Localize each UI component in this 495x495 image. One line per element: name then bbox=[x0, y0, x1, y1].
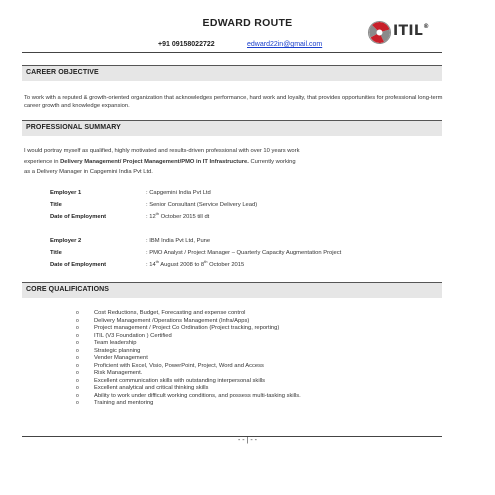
section-header-core-qualifications: CORE QUALIFICATIONS bbox=[22, 282, 442, 298]
qualification-text: Risk Management. bbox=[94, 370, 143, 376]
qualification-item bbox=[76, 355, 301, 363]
qualification-text: Cost Reductions, Budget, Forecasting and expense control bbox=[94, 310, 246, 316]
qualification-text: Project management / Project Co Ordination (Project tracking, reporting) bbox=[94, 325, 280, 331]
bullet-icon: o bbox=[76, 310, 79, 316]
bullet-icon: o bbox=[76, 317, 79, 324]
bullet-icon: o bbox=[76, 370, 79, 376]
email-link[interactable]: edward22in@gmail.com bbox=[247, 41, 323, 48]
candidate-name: EDWARD ROUTE bbox=[202, 17, 293, 29]
qualification-item bbox=[76, 385, 301, 393]
professional-summary-text bbox=[24, 146, 446, 178]
bullet-icon: o bbox=[76, 325, 79, 331]
header-divider bbox=[22, 52, 442, 53]
qualification-text: Vender Management bbox=[94, 355, 148, 361]
qualification-item bbox=[76, 378, 301, 386]
summary-line: as a Delivery Manager in Capgemini India Pvt Ltd. bbox=[24, 169, 153, 175]
qualification-item bbox=[76, 400, 301, 408]
qualification-item bbox=[76, 393, 301, 401]
itil-logo bbox=[366, 20, 440, 44]
qualification-item bbox=[76, 363, 301, 371]
bullet-icon: o bbox=[76, 362, 79, 369]
itil-logo-icon bbox=[368, 21, 391, 44]
qualifications-list bbox=[76, 310, 301, 408]
summary-line: I would portray myself as qualified, highly motivated and results-driven professional with over 10 years work bbox=[24, 148, 300, 154]
qualification-text: ITIL (V3 Foundation ) Certified bbox=[94, 332, 172, 339]
bullet-icon: o bbox=[76, 400, 79, 406]
title-value: : Senior Consultant (Service Delivery Lead) bbox=[146, 202, 258, 208]
employer-value: : Capgemini India Pvt Ltd bbox=[146, 190, 211, 196]
career-objective-text: To work with a reputed & growth-oriented organization that acknowledges performance, hard work and loyalty, that provides opportunities for professional long-term career growth and knowledge expansion. bbox=[24, 95, 443, 110]
phone-number: +91 09158022722 bbox=[158, 41, 215, 48]
title-value: : PMO Analyst / Project Manager – Quarterly Capacity Augmentation Project bbox=[146, 250, 342, 256]
qualification-text: Strategic planning bbox=[94, 347, 141, 354]
qualification-item bbox=[76, 333, 301, 341]
title-label: Title bbox=[50, 202, 62, 208]
qualification-text: Excellent communication skills with outstanding interpersonal skills bbox=[94, 377, 266, 384]
section-header-career-objective: CAREER OBJECTIVE bbox=[22, 65, 442, 81]
employer-label: Employer 1 bbox=[50, 190, 82, 196]
title-label: Title bbox=[50, 250, 62, 256]
qualification-text: Proficient with Excel, Visio, PowerPoint, Project, Word and Access bbox=[94, 362, 264, 369]
date-label: Date of Employment bbox=[50, 262, 107, 268]
bullet-icon: o bbox=[76, 332, 79, 339]
date-value: : 14th August 2008 to 8th October 2015 bbox=[146, 259, 245, 268]
itil-logo-text: ITIL® bbox=[393, 23, 430, 39]
employer-label: Employer 2 bbox=[50, 238, 82, 244]
bullet-icon: o bbox=[76, 340, 79, 346]
qualification-text: Excellent analytical and critical thinking skills bbox=[94, 385, 209, 391]
qualification-item bbox=[76, 370, 301, 378]
qualification-item bbox=[76, 310, 301, 318]
bullet-icon: o bbox=[76, 347, 79, 354]
date-value: : 12th October 2015 till dt bbox=[146, 211, 210, 220]
qualification-item bbox=[76, 325, 301, 333]
qualification-text: Delivery Management /Operations Management (Infra/Apps) bbox=[94, 317, 250, 324]
qualification-text: Team leadership bbox=[94, 340, 137, 346]
summary-line: experience in Delivery Management/ Project Management/PMO in IT Infrastructure. Currently working bbox=[24, 158, 296, 165]
qualification-item bbox=[76, 348, 301, 356]
page-number: - - | - - bbox=[238, 437, 257, 444]
bullet-icon: o bbox=[76, 377, 79, 384]
qualification-item bbox=[76, 318, 301, 326]
qualification-text: Ability to work under difficult working conditions, and possess multi-tasking skills. bbox=[94, 392, 301, 399]
qualification-text: Training and mentoring bbox=[94, 400, 154, 406]
employer-value: : IBM India Pvt Ltd, Pune bbox=[146, 238, 211, 244]
qualification-item bbox=[76, 340, 301, 348]
section-header-professional-summary: PROFESSIONAL SUMMARY bbox=[22, 120, 442, 136]
date-label: Date of Employment bbox=[50, 214, 107, 220]
bullet-icon: o bbox=[76, 355, 79, 361]
bullet-icon: o bbox=[76, 392, 79, 399]
bullet-icon: o bbox=[76, 385, 79, 391]
